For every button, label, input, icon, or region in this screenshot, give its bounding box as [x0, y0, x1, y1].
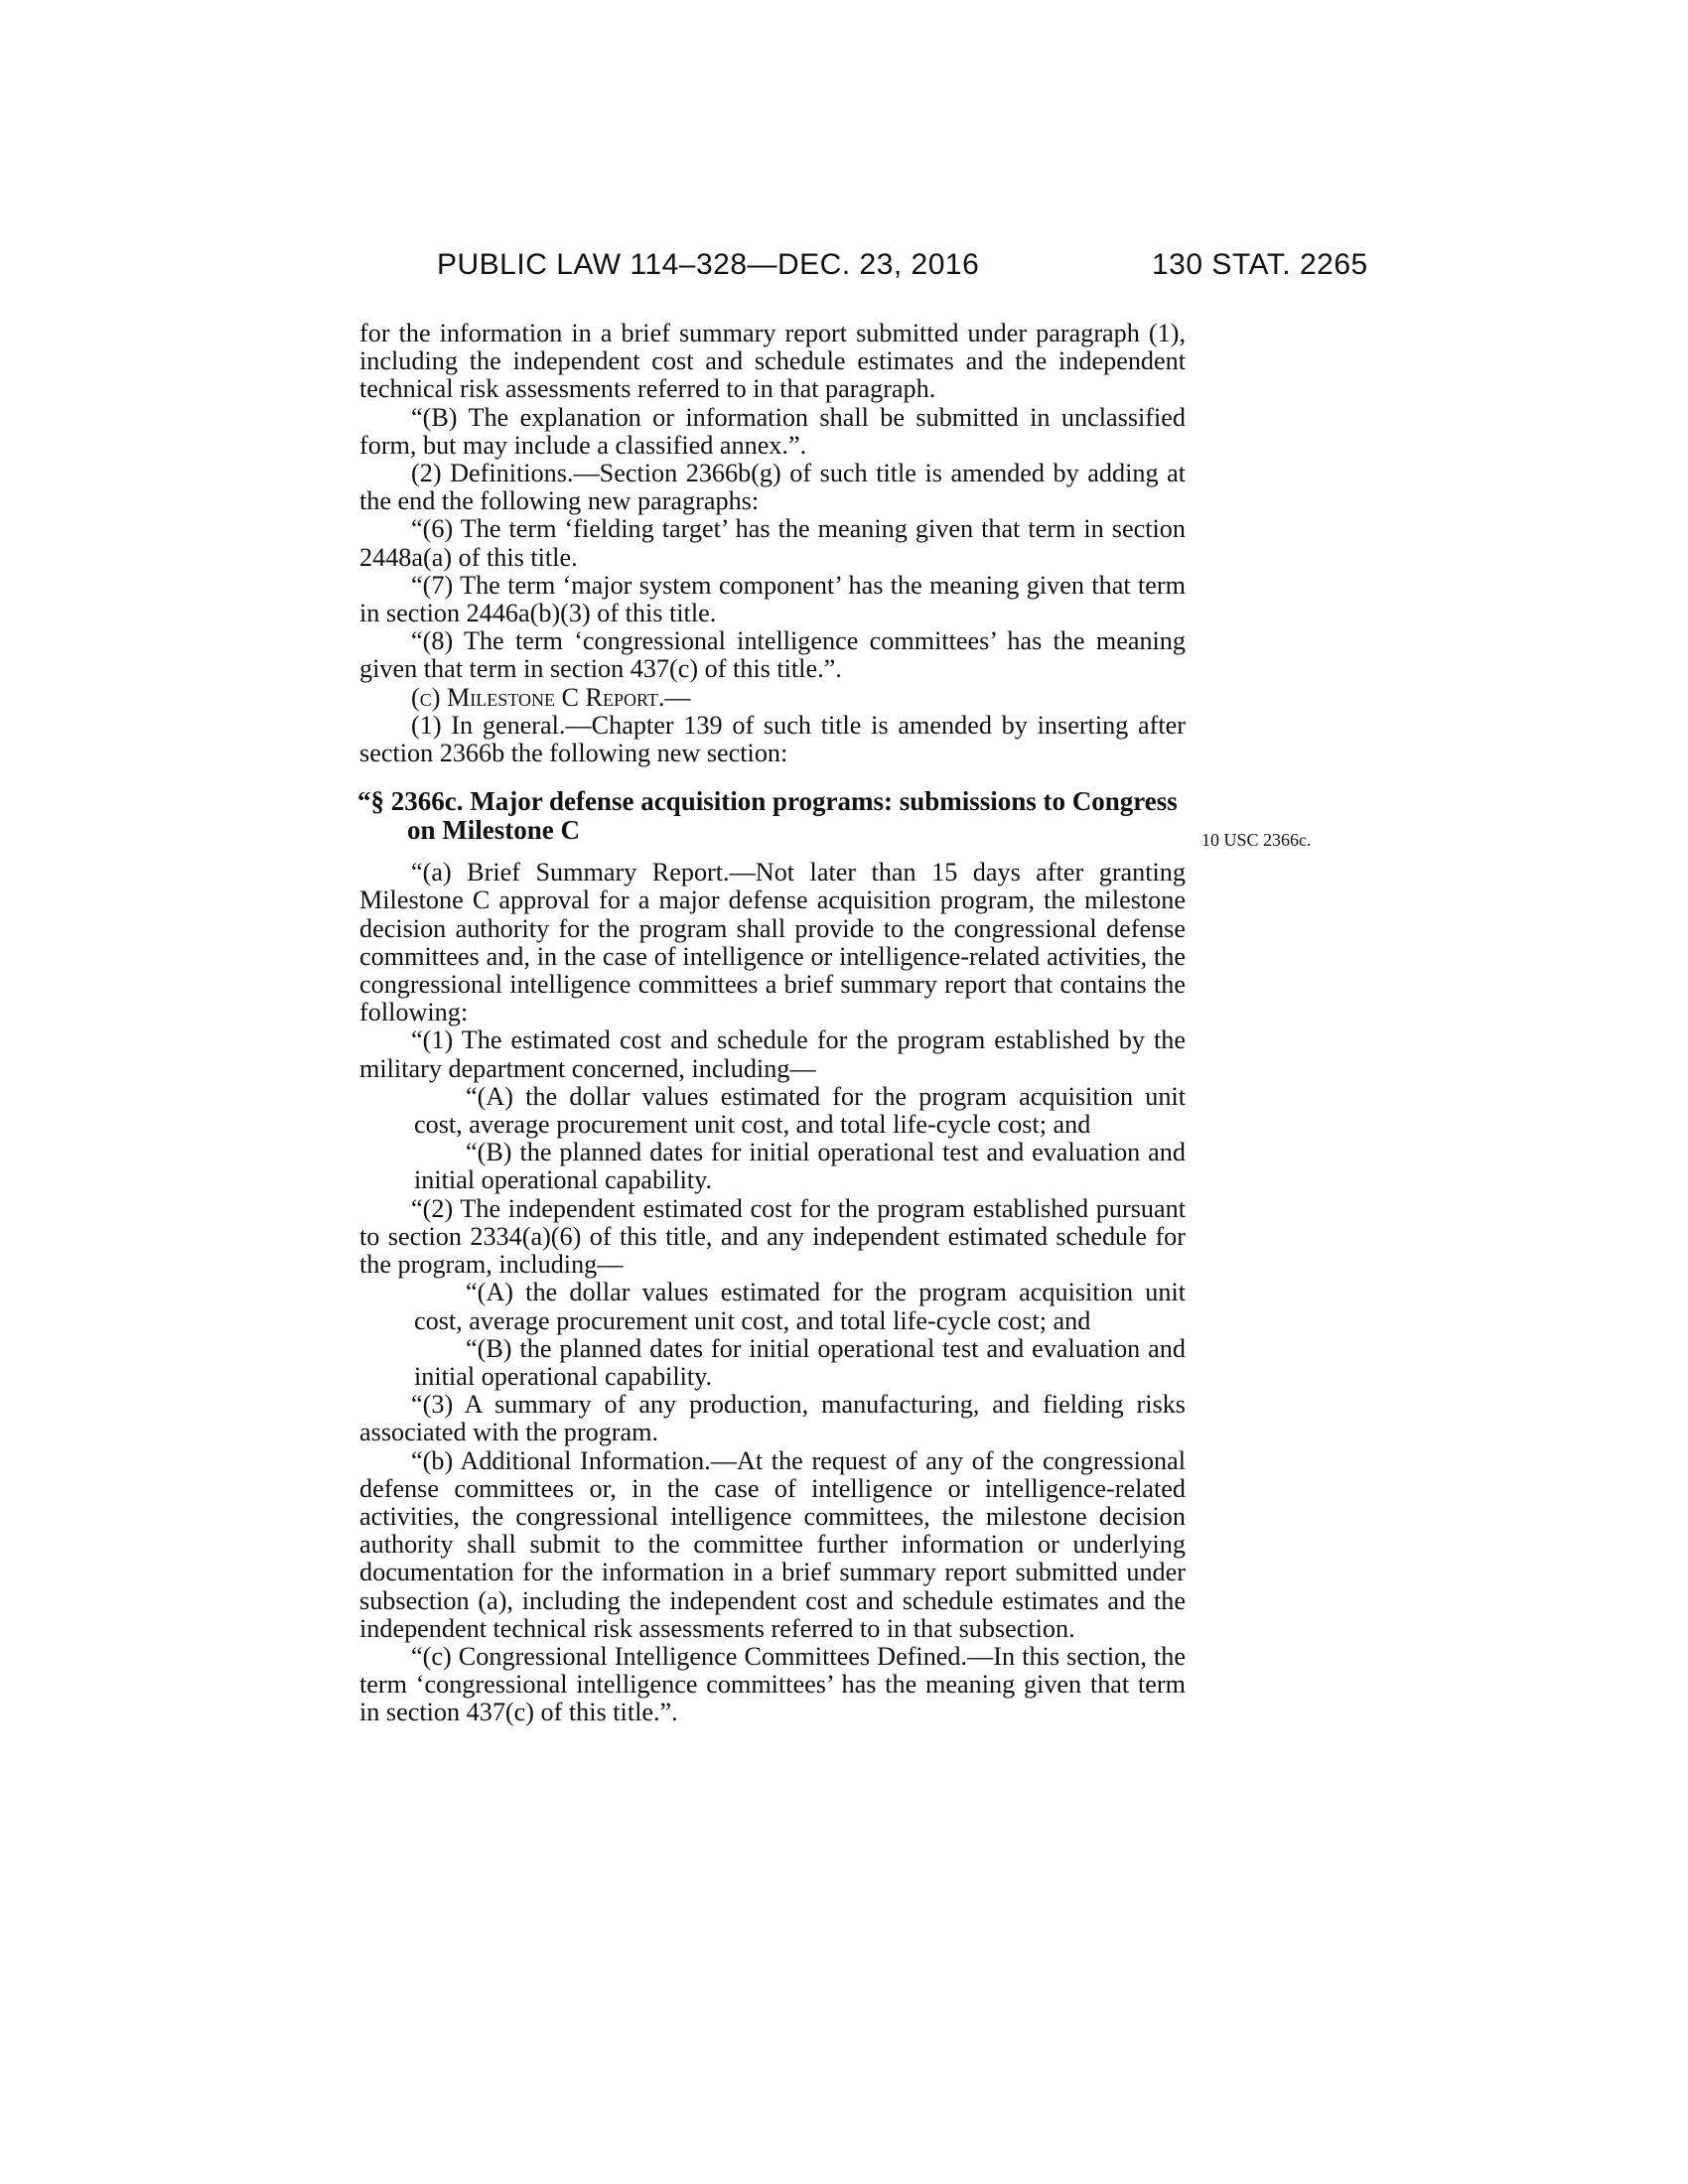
- paragraph-c-definition: “(c) Congressional Intelligence Committees Defined.—In this section, the term ‘congressional intelligence committees’ has the meaning given that term in section 437(c) of this title.”.: [359, 1641, 1186, 1727]
- margin-citation: 10 USC 2366c.: [1201, 830, 1312, 850]
- paragraph-1b-planned-dates: “(B) the planned dates for initial operational test and evaluation and initial operational capability.: [414, 1138, 1186, 1195]
- paragraph-1a-dollar-values: “(A) the dollar values estimated for the program acquisition unit cost, average procurement unit cost, and total life-cycle cost; and: [414, 1081, 1186, 1140]
- paragraph-def-7: “(7) The term ‘major system component’ has the meaning given that term in section 2446a(b)(3) of this title.: [359, 570, 1186, 628]
- paragraph-2a-dollar-values: “(A) the dollar values estimated for the program acquisition unit cost, average procurement unit cost, and total life-cycle cost; and: [414, 1278, 1186, 1335]
- section-heading-2366c: “§ 2366c. Major defense acquisition programs: submissions to Congress on Milestone C: [357, 786, 1178, 846]
- running-header-title: PUBLIC LAW 114–328—DEC. 23, 2016: [437, 248, 980, 281]
- paragraph-2-independent-cost: “(2) The independent estimated cost for the program established pursuant to section 2334(a)(6) of this title, and any independent estimated schedule for the program, including—: [359, 1193, 1186, 1280]
- paragraph-1-estimated-cost: “(1) The estimated cost and schedule for the program established by the military department concerned, including—: [359, 1025, 1186, 1083]
- document-body: [359, 320, 1186, 1727]
- paragraph-b-additional-info: “(b) Additional Information.—At the request of any of the congressional defense committees or, in the case of intelligence or intelligence-related activities, the congressional intelligence committees, the milestone decision authority shall submit to the committee further information or underlying documentation for the information in a brief summary report submitted under subsection (a), including the independent cost and schedule estimates and the independent technical risk assessments referred to in that subsection.: [359, 1445, 1186, 1643]
- page-citation: 130 STAT. 2265: [1152, 248, 1368, 281]
- paragraph-in-general: (1) In general.—Chapter 139 of such title is amended by inserting after section 2366b the following new section:: [359, 710, 1186, 768]
- paragraph-3-risks: “(3) A summary of any production, manufacturing, and fielding risks associated with the program.: [359, 1390, 1186, 1447]
- paragraph-continued: for the information in a brief summary report submitted under paragraph (1), including the independent cost and schedule estimates and the independent technical risk assessments referred to in that paragraph.: [359, 319, 1186, 404]
- paragraph-def-8: “(8) The term ‘congressional intelligence committees’ has the meaning given that term in section 437(c) of this title.”.: [359, 626, 1186, 684]
- paragraph-a-brief-summary: “(a) Brief Summary Report.—Not later than 15 days after granting Milestone C approval for a major defense acquisition program, the milestone decision authority for the program shall provide to the congressional defense committees and, in the case of intelligence or intelligence-related activities, the congressional intelligence committees a brief summary report that contains the following:: [359, 858, 1186, 1027]
- subsection-heading-c: (c) Milestone C Report.—: [411, 682, 691, 712]
- paragraph-2b-planned-dates: “(B) the planned dates for initial operational test and evaluation and initial operational capability.: [414, 1333, 1186, 1391]
- paragraph-def-6: “(6) The term ‘fielding target’ has the meaning given that term in section 2448a(a) of this title.: [359, 514, 1186, 572]
- paragraph-b-classified: “(B) The explanation or information shall be submitted in unclassified form, but may include a classified annex.”.: [359, 402, 1186, 460]
- paragraph-definitions: (2) Definitions.—Section 2366b(g) of such title is amended by adding at the end the following new paragraphs:: [359, 459, 1186, 516]
